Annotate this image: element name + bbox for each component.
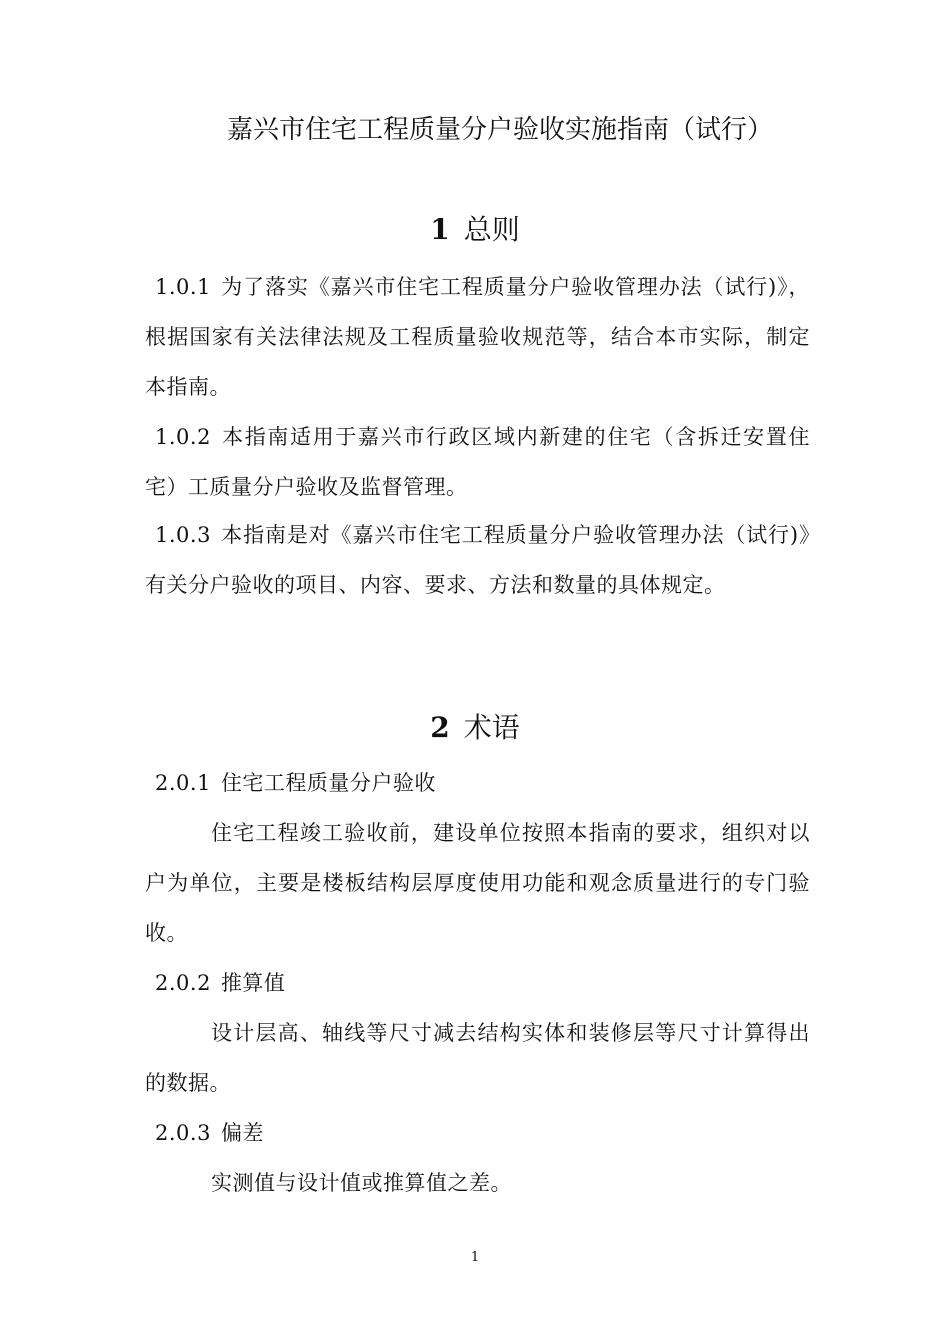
clause-number: 1.0.3 [155, 523, 211, 547]
clause-text: 本指南适用于嘉兴市行政区域内新建的住宅（含拆迁安置住宅）工质量分户验收及监督管理。 [145, 425, 810, 499]
clause-text: 本指南是对《嘉兴市住宅工程质量分户验收管理办法（试行)》有关分户验收的项目、内容、要求、方法和数量的具体规定。 [145, 523, 810, 597]
term-definition-2-0-1: 住宅工程竣工验收前，建设单位按照本指南的要求，组织对以户为单位，主要是楼板结构层厚度使用功能和观念质量进行的专门验收。 [145, 821, 810, 945]
clause-number: 2.0.1 [155, 771, 211, 795]
clause-number: 1.0.2 [155, 425, 211, 449]
section-number: 2 [430, 711, 450, 744]
term-2-0-1 [145, 758, 810, 808]
section-heading-terms [0, 708, 950, 748]
clause-1-0-1 [145, 262, 810, 412]
clause-text: 为了落实《嘉兴市住宅工程质量分户验收管理办法（试行)》，根据国家有关法律法规及工程质量验收规范等，结合本市实际，制定本指南。 [145, 275, 810, 399]
page-number: 1 [470, 1250, 480, 1265]
term-2-0-3 [145, 1108, 810, 1158]
clause-number: 1.0.1 [155, 275, 211, 299]
clause-number: 2.0.3 [155, 1121, 211, 1145]
clause-1-0-2 [145, 412, 810, 512]
section-title: 术语 [463, 711, 520, 744]
term-name: 推算值 [220, 971, 286, 995]
section-title: 总则 [463, 213, 520, 246]
term-name: 偏差 [220, 1121, 264, 1145]
term-definition-2-0-3: 实测值与设计值或推算值之差。 [211, 1171, 512, 1195]
clause-1-0-3 [145, 510, 810, 610]
section-number: 1 [430, 213, 450, 246]
section-heading-general [0, 210, 950, 250]
document-title: 嘉兴市住宅工程质量分户验收实施指南（试行） [226, 115, 773, 145]
term-definition-2-0-2: 设计层高、轴线等尺寸减去结构实体和装修层等尺寸计算得出的数据。 [145, 1021, 810, 1095]
term-name: 住宅工程质量分户验收 [220, 771, 436, 795]
term-2-0-2 [145, 958, 810, 1008]
clause-number: 2.0.2 [155, 971, 211, 995]
